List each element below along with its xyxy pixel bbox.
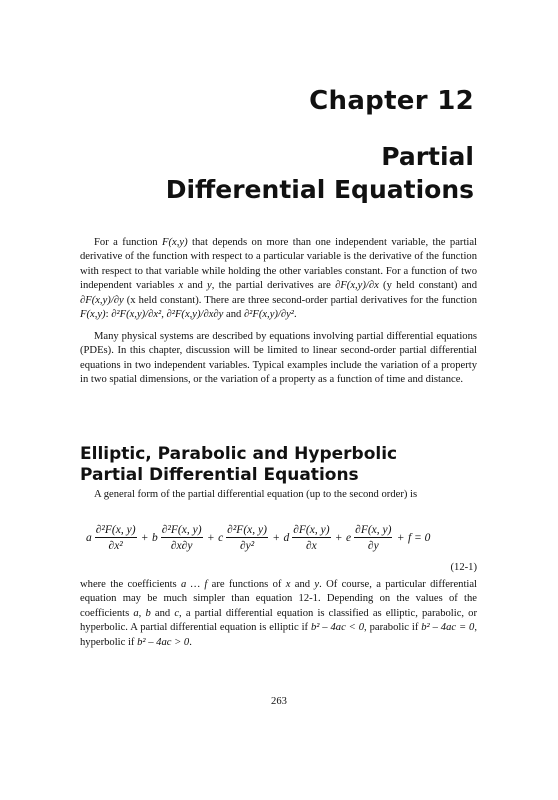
chapter-title-line-2: Differential Equations — [165, 175, 474, 204]
plus: + — [397, 532, 404, 544]
section-heading-line-1: Elliptic, Parabolic and Hyperbolic — [80, 444, 398, 464]
plus: + — [207, 532, 215, 544]
intro-paragraph-1: For a function F(x,y) that depends on more than one independent variable, the partial derivative of the function with respect to a particular variable is the derivative of the function with respect to that variable while holding the other variables constant. For a function of two independent variables x and y, the partial derivatives are ∂F(x,y)/∂x (y held constant) and ∂F(x,y)/∂y (x held constant). There are three second-order partial derivatives for the function F(x,y): ∂²F(x,y)/∂x², ∂²F(x,y)/∂x∂y and ∂²F(x,y)/∂y². — [80, 237, 478, 321]
page-number: 263 — [271, 696, 287, 707]
equation-number: (12-1) — [450, 562, 477, 573]
equation-12-1 — [85, 516, 485, 560]
term-4: $\frac{\partial F(x, y)}{\partial x}$ — [293, 524, 330, 552]
term-3: $\frac{\text{∂²F(x, y)}}{\text{∂y²}}$ — [227, 524, 267, 552]
term-1: $\frac{\text{∂²F(x, y)}}{\text{∂x²}}$ — [95, 524, 136, 552]
chapter-title-line-1: Partial — [381, 142, 474, 171]
coef-e: e — [346, 532, 352, 544]
term-2: $\frac{\text{∂²F(x, y)}}{\partial x\partial y}$ — [161, 524, 202, 552]
section-paragraph-2: where the coefficients a … f are functions of x and y. Of course, a particular differential equation may be much simpler than equation 12-1. Depending on the values of the coefficients a, b and c, a partial differential equation is classified as elliptic, parabolic, or hyperbolic. A partial differential equation is elliptic if b² – 4ac < 0, parabolic if b² – 4ac = 0, hyperbolic if b² – 4ac > 0. — [80, 579, 478, 648]
term-5: $\frac{\partial F(x, y)}{\partial y}$ — [355, 524, 392, 552]
section-paragraph-1: A general form of the partial differential equation (up to the second order) is — [94, 489, 418, 500]
section-heading — [80, 444, 480, 486]
equation-tail: f = 0 — [407, 532, 431, 544]
coef-a: a — [86, 532, 92, 544]
plus: + — [141, 532, 149, 544]
chapter-number: Chapter 12 — [309, 86, 474, 116]
plus: + — [335, 532, 343, 544]
chapter-title — [166, 140, 474, 206]
coef-c: c — [218, 532, 224, 544]
coef-b: b — [152, 532, 158, 544]
plus: + — [272, 532, 280, 544]
intro-paragraph-2: Many physical systems are described by equations involving partial differential equations (PDEs). In this chapter, discussion will be limited to linear second-order partial differential equations in two independent variables. Typical examples include the variation of a property in two spatial dimensions, or the variation of a property as a function of time and distance. — [80, 331, 477, 386]
section-heading-line-2: Partial Differential Equations — [80, 465, 359, 485]
coef-d: d — [283, 532, 290, 544]
